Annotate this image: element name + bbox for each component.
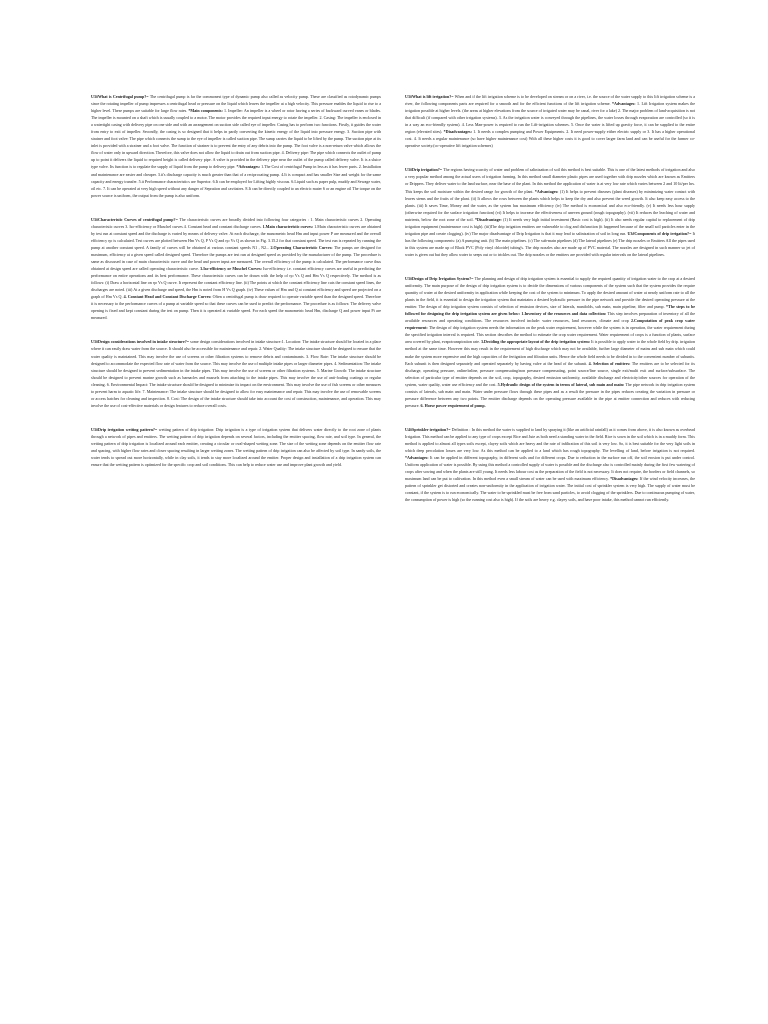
body-text: 1.The Cost of centrifugal Pump in less as it has fewer parts. 2. Installation and maintenance are easier and cheaper. 3.it's discharge capacity is much greater than that of a reciprocating pump. 4.It is compact and has smaller Size and weight for the same capacity and energy transfer. 5.it Performance characteristics are Superior. 6.It can be employed for Lifting highly viscous. 6.Liquid such as paper pulp, muddy and Sewage water, oil etc. 7. It can be operated at very high speed without any danger of Sepration and cavitatres. 8.It can be directly coupled to an electric mater 6 or an engine oil The torque on the power source is uniform, the output from the pump is also uniform.: [91, 164, 382, 198]
bold-heading: *Main components:: [188, 108, 224, 114]
bold-heading: 4. Constant Head and Constant Discharge Curves:: [123, 294, 213, 300]
body-text: 1. Lift Irrigation system makes the irrigation possible at higher levels. (the areas at higher elevations from the source of irrigated water may be canal, river for a lake) 2. The major problem of land-acquisition is not that difficult (if compared with other irrigation systems). 3. As the irrigation water is conveyed through the pipelines, the water losses through evaporation are controlled (so it is in a way an eco-friendly system). 4. Less Man-power is required to run the Lift-irrigation schemes. 5. Once the water is lifted up gravity force, it can be supplied to the entire region (elevated sites).: [405, 101, 696, 135]
body-text: The planning and design of drip irrigation system is essential to supply the required quantity of irrigation water to the crop at a desired uniformity. The main purpose of the design of drip irrigation system is to decide the dimensions of various components of the system such that the system provides the require quantity of water at the desired uniformity in application while keeping the cost of the system to minimum. To apply the desired amount of water at nearly uniform rate to all the plants in the field, it is essential to design the irrigation system that maintains a desired hydraulic pressure in the pipe network and provide the desired operating pressure at the emitter. The design of drip irrigation system consists of selection of emission devices, size of laterals, manifolds, sub main, main pipeline, filter and pump.: [405, 275, 695, 310]
bold-heading: *Advantages:: [534, 188, 560, 194]
body-text: Definition : In this method the water is supplied to land by spraying it (like an artificial rainfall) as it comes from above, it is also known as overhead Irrigation. This method can be applied to any type of crops except Rice and Jute as both need a standing water in the field. Rice is sown in the soil which is in a muddy form. This method is applied to almost all types soils except, clayey soils which are heavy and the rate of infiltration of this soil is very low. So, it is best suitable for the very light soils in which deep percolation losses are very low. As this method can be applied to a land which has rough topography. The levelling of land, before irrigation is not required.: [405, 426, 695, 454]
bold-heading: *Disadvantage:: [474, 216, 504, 222]
body-text: This step involves preparation of inventory of all the available resources and operating conditions. The resources involved include: water resources, land resources, climate and crop: [405, 311, 695, 324]
bold-heading: 5.Hydraulic design of the system in terms of lateral, sub main and main:: [497, 381, 626, 387]
body-text: It can be applied in different topography, in different soils and for different crops. Due to reduction in the surface run off, the soil erosion is put under control. Uniform application of water is possible. By using this method a controlled supply of water is possible and the discharge also is controlled mainly during the first few watering of crops after sowing and when the plants are still young. It needs less labour cost as the preparation of the field is not necessary. It does not require, the borders or field channels, so maximum land can be put to cultivation. In this method even a small stream of water can be used with maximum efficiency.: [405, 455, 695, 482]
body-text: 1. It needs a complex pumping and Power Equipments. 2. It need power-supply either electric supply or 3. It has a higher operational cost. 4. It needs a regular maintenance (so have higher maintenance cost) With all these higher costs it is good to cover larger farm land and can be useful for the farmer co-operative society.(co-operative lift irrigation schemes): [405, 129, 696, 149]
body-text: If the wind velocity increases, the pattern of sprinkler get distorted and creates non-uniformity in the application of irrigation water. The initial cost of sprinkler system is very high. The supply of water must be constant, if the system is to run economically. The water to be sprinkled must be free from sand particles, to avoid clogging of the sprinklers. Due to continuous pumping of water, the consumption of power is high (so the running cost also is high). If the soils are heavy e.g. clayey soils, and have poor intake, this method cannot run efficiently.: [405, 476, 695, 503]
paragraph-sprinkler-irrigation: [405, 426, 695, 504]
body-text: 1. Impeller: An impeller is a wheel or rotor having a series of backward curved vanes or blades. The impeller is mounted on a shaft which is usually coupled to a motor. The motor provides the required input energy to rotate the impeller. 2. Casing: The impeller is enclosed in a watertight casing with delivery pipe on one side and with an arrangement on suction side called eye of impeller. Casing has to perform two functions. Firstly, it guides the water from entry to exit of impeller. Secondly, the casing is so designed that it helps in partly converting the kinetic energy of the liquid into pressure energy. 3. Suction pipe with strainer and foot valve: The pipe which connects the sump to the eye of impeller is called suction pipe. The sump carries the liquid to be lifted by the pump. The suction pipe at its inlet is provided with a strainer and a foot valve. The function of strainer is to prevent the entry of any debris into the pump. The foot valve is a non-return valve which allows the flow of water only in upward direction. Therefore, this valve does not allow the liquid to drain out from suction pipe. 4. Delivery pipe: The pipe which connects the outlet of pump up to point it delivers the liquid to required height is called delivery pipe. A valve is provided in the delivery pipe near the outlet of the pump called delivery valve. It is a sluice type valve. Its function is to regulate the supply of liquid from the pump to delivery pipe.: [91, 108, 381, 170]
bold-heading: *Advantages:: [611, 101, 638, 107]
body-text: The regions having scarcity of water and problem of salinization of soil this method is best suitable. This is one of the latest methods of irrigation and also a very popular method among the actual users of irrigation farming. In this method small diameter plastic pipes are used together with drip nozzles which are known as Emitters or Drippers. They deliver water to the land surface, near the base of the plant. In this method the application of water is at very low rate which varies between 2 and 10 lit/per hrs. This keeps the soil moisture within the desired range for growth of the plant.: [405, 167, 695, 194]
paragraph-characteristic-curves: [91, 216, 381, 322]
right-column: [405, 93, 695, 520]
body-text: Often a centrifugal pump is draw required to operate variable speed than the designed speed. Therefore it is necessary to the performance curves of a pump at variable speed so that these curves can be used to predict the performance. The procedure is as follows: The delivery valve opening is fixed and kept constant during the test on pump. Then it is operated at variable speed. For each speed the manometric head Hm, discharge Q and power input Pi are measured.: [91, 294, 381, 321]
body-text: (1) It needs very high initial investment (Basic cost is high). (ii) It also needs regular capital to replacement of drip irrigation equipment (maintenance cost is high). (iii)The drip irrigation emitters are vulnerable to clog and disfunction (it happened because of the small soil particles enter in the irrigation pipe and create clogging). (iv) The major disadvantage of Drip Irrigation is that it may lead to salinization of soil in long run.: [405, 216, 695, 236]
paragraph-centrifugal-pump: [91, 93, 381, 199]
bold-heading: 2.Operating Characteristic Curves:: [270, 244, 335, 250]
bold-heading: 4. Selection of emitters:: [588, 360, 632, 366]
bold-heading: *Disadvantages:: [610, 476, 640, 482]
bold-heading: U3#What is lift irrigation?=: [405, 94, 455, 99]
body-text: Iso-efficiency i.e. constant efficiency curves are useful in predicting the performance on entire operations and its best performance. These characteristic curves can be drawn with the help of ηo Vs Q and Hm Vs Q respectively. The method is as follows: (i) Draw a horizontal line on ηo Vs Q curve. It represent the constant efficiency line. (ii) The points at which the constant efficiency line cuts the constant speed lines, the discharges are noted. (iii) At a given discharge and speed, the Hm is noted from H Vs Q graph. (iv) These values of Hm and Q at constant efficiency and speed are projected on a graph of Hm Vs Q.: [91, 266, 381, 300]
bold-heading: 3.Iso-efficiency or Muschel Curves:: [200, 266, 264, 272]
bold-heading: *Disadvantages:: [443, 129, 474, 135]
left-column: [91, 93, 381, 485]
body-text: When and if the lift irrigation scheme is to be developed on stream or on a river, i.e. the source of the water supply to this lift irrigation scheme is a river, the following components parts are required for a smooth and for the efficient functions of the lift irrigation scheme.: [405, 94, 695, 107]
bold-heading: 3.Deciding the appropriate layout of the drip irrigation system:: [481, 339, 592, 345]
body-text: The pipe network in drip irrigation system consists of laterals, sub main and main. Water under pressure flows through these pipes and as a result the pressure in the pipes reduces creating the variation in pressure or pressure difference between any two points. The emitter discharge depends on the operating pressure available in the pipe at emitter connection and reduces with reducing pressure.: [405, 381, 695, 408]
bold-heading: *Advantages:: [236, 164, 262, 170]
body-text: (1) It helps to prevent diseases (plant diseases) by minimizing water contact with leaves stems and the fruits of the plant. (ii) It allows the rows between the plants which helps to keep the dry and also prevent the weed growth. It also keep easy access to the plants. (iii) It saves Time, Money and the water, as the system has maximum efficiency (iv) The method is economical and also eco-friendly. (v) It needs less hour supply (otherwise required for the surface irrigation function) (vi) It helps to increase the effectiveness of uneven ground (rough topography). (vii) It reduces the leaching of water and nutrients, below the root zone of the soil.: [405, 188, 696, 222]
paragraph-intake-structure: [91, 338, 381, 408]
bold-heading: U3#Components of drip irrigation?=: [627, 230, 693, 236]
bold-heading: U3#What is Centrifugal pump?=: [91, 94, 150, 99]
body-text: The pumps are designed for maximum, efficiency at a given speed called designed speed. Therefore the pumps are test run at designed speed as provided by the manufacturer of the pump. The procedure is same as discussed in case of main characteristic curve and the head and power input are measured. The overall efficiency of the pump is calculated. The performance curve thus obtained at design speed are called operating characteristic curve.: [91, 244, 381, 272]
body-text: The design of drip irrigation system needs the information on the peak water requirement, however while the system is in operation, the water requirement during the specified irrigation interval is required. This section describes the method to estimate the crop water requirement. Water requirement of crops is a function of plants, surface area covered by plant, evapotranspiration rate.: [405, 325, 696, 345]
body-text: wetting pattern of drip irrigation: Drip irrigation is a type of irrigation system that delivers water directly to the root zone of plants through a network of pipes and emitters. The wetting pattern of drip irrigation depends on several factors, including the emitter spacing, flow rate, and soil type. In general, the wetting pattern of drip irrigation is localized around each emitter, creating a circular or oval-shaped wetting zone. The size of the wetting zone depends on the emitter flow rate and spacing, with higher flow rates and closer spacing resulting in larger wetting zones. The wetting pattern of drip irrigation can also be affected by soil type. In sandy soils, the water tends to spread out more horizontally, while in clay soils, it tends to stay more localized around the emitter. Proper design and installation of a drip irrigation system can ensure that the wetting pattern is optimized for the specific crop and soil conditions. This can help to reduce water use and improve plant growth and yield.: [91, 426, 381, 468]
body-text: The characteristic curves are broadly divided into following four categories : 1. Main characteristic curves 2. Operating characteristic curves 3. Iso-efficiency or Muschel curves 4. Constant head and constant discharge curves.: [91, 216, 381, 229]
bold-heading: U3#Characteristic Curves of centrifugal pump?=: [91, 216, 180, 222]
bold-heading: 6. Horse power requirement of pump.: [420, 402, 486, 408]
bold-heading: U3#Drip irrigation?=: [405, 167, 444, 173]
bold-heading: *Advantages:: [405, 455, 430, 461]
bold-heading: *The steps to be followed for designing the drip irrigation system are given below: 1.Inventory of the resources and data collection:: [405, 304, 695, 317]
body-text: It is possible to apply water to the whole field by drip. irrigation method at the same time. However this may result in the requirement of high discharge which may not be available, further large diameter of mains and sub main which could make the system more expensive and the high capacities of the fertigation and filtration units. Hence the whole field needs to be divided in to the convenient number of subunits. Each subunit is then designed separately and operated separately by having valve at the head of the subunit.: [405, 339, 695, 366]
paragraph-lift-irrigation: [405, 93, 695, 149]
paragraph-design-drip-system: [405, 275, 695, 409]
bold-heading: 1.Main characteristic curves:: [262, 223, 315, 229]
paragraph-drip-irrigation: [405, 166, 695, 258]
paragraph-drip-wetting-pattern: [91, 426, 381, 468]
body-text: It has the following components: (a) A pumping unit. (b) The main pipelines. (c) The sub-main pipelines (d) The lateral pipelines (e) The drip nozzles or Emitters All the pipes used in this system are made up of Black PVC (Poly vinyl chloride) tubing's. The drip nozzles also are made up of PVC material. The nozzles are designed in such manner so jet of water is given out but they allow water to seeps out or to trickles out. The drip nozzles or the emitters are provided with regular intervals on the lateral pipelines.: [405, 230, 695, 257]
bold-heading: U4#Sprinkler irrigation?=: [405, 426, 452, 432]
bold-heading: U3#Drip irrigation wetting pattern?=: [91, 426, 159, 432]
bold-heading: 2.Computation of peak crop water requirement:: [405, 318, 695, 331]
body-text: The centrifugal pump is far the commonest type of dynamic pump also called as velocity pump. These are classified as rotodynamic pumps since the rotating impeller of pump impresses a centrifugal head or pressure on the liquid which leaves the impeller at a high velocity. This pressure enables the liquid to rise to a higher level. These pumps are suitable for large flow rates.: [91, 94, 381, 114]
bold-heading: U3#Design considerations involved in intake structure?=: [91, 339, 191, 345]
body-text: some design considerations involved in intake structure:1. Location: The intake structure should be located in a place where it can easily draw water from the source. It should also be accessible for maintenance and repair. 2. Water Quality: The intake structure should be designed to ensure that the water quality is maintained. This may involve the use of screens or other filtration systems to remove debris and contaminants. 3. Flow Rate: The intake structure should be designed to accommodate the expected flow rate of water from the source. This may involve the use of multiple intake pipes or larger diameter pipes. 4. Sedimentation: The intake structure should be designed to prevent sedimentation in the intake pipes. This may involve the use of screens or other filtration systems. 5. Marine Growth: The intake structure should be designed to prevent marine growth such as barnacles and mussels from attaching to the intake pipes. This may involve the use of anti-fouling coatings or regular cleaning. 6. Environmental Impact: The intake structure should be designed to minimize its impact on the environment. This may involve the use of fish screens or other measures to prevent harm to aquatic life. 7. Maintenance: The intake structure should be designed to allow for easy maintenance and repair. This may involve the use of removable screens or access hatches for cleaning and inspection. 8. Cost: The design of the intake structure should take into account the cost of construction, maintenance, and operation. This may involve the use of cost-effective materials or design features to reduce overall costs.: [91, 339, 382, 408]
body-text: 1.Main characteristic curves are obtained by test run at constant speed and the discharge is varied by means of delivery valve. At each discharge, the manometric head Hm and input power P are measured and the overall efficiency ηo is calculated. Test curves are plotted between Hm Vs Q, P Vs Q and ηo Vs Q as shown in Fig. 3.15.2 for that constant speed. The test run is repeated by running the pump at another constant speed. A family of curves will be obtained at various constant speeds N1 , N2...: [91, 223, 382, 250]
body-text: The emitters are to be selected for its discharge, operating pressure, online/inline, pressure compensating/non pressure compensating, point source/line source, single exit/multi exit and surface/subsurface. The selection of particular type of emitter depends on the soil, crop, topography, desired emission uniformity, available discharge and electricity/other sources for operation of the system, water quality, water use efficiency and the cost.: [405, 360, 696, 387]
bold-heading: U3#Design of Drip Irrigation System?=: [405, 275, 475, 281]
